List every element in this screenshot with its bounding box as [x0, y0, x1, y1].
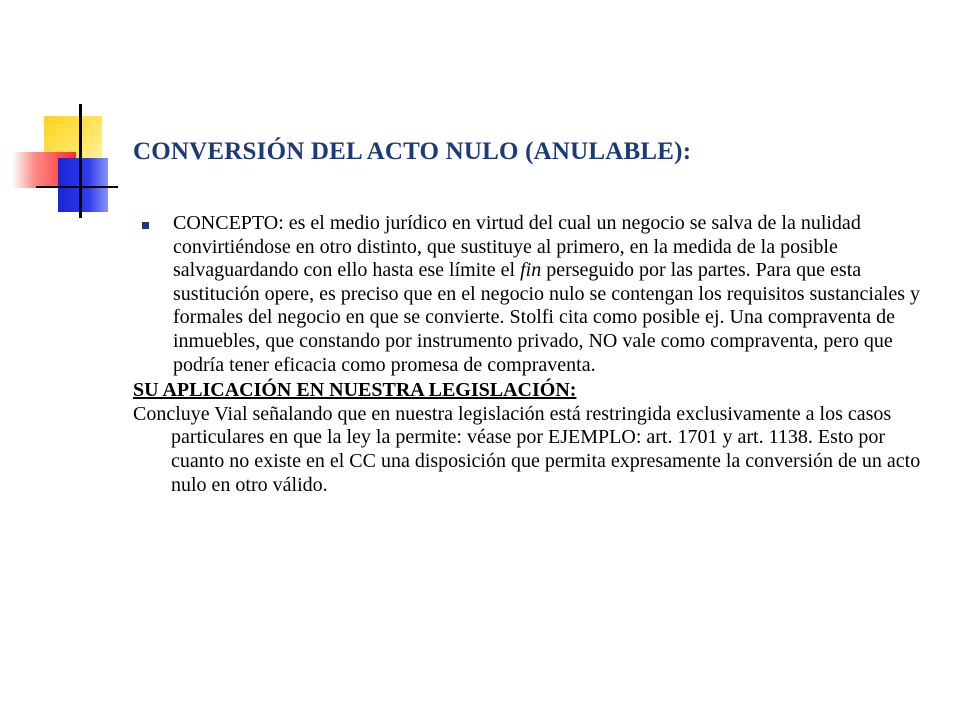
logo-red-square [12, 152, 76, 188]
slide-title: CONVERSIÓN DEL ACTO NULO (ANULABLE): [133, 138, 692, 165]
bullet-text-part-1: CONCEPTO: es el medio jurídico en virtud del cual un negocio se salva de la nulidad convirtiéndose en otro distinto, que sustituye al primero, en la medida de la posible salvaguardando con ello hasta ese límite el [173, 212, 861, 282]
body-paragraph: Concluye Vial señalando que en nuestra legislación está restringida exclusivamente a los casos particulares en que la ley la permite: véase por EJEMPLO: art. 1701 y art. 1138. Esto por cuanto no existe en el CC una disposición que permita expresamente la conversión de un acto nulo en otro válido. [133, 402, 921, 496]
logo-horizontal-line [36, 186, 118, 188]
square-bullet-icon [142, 222, 149, 229]
bullet-item-concepto [133, 212, 943, 377]
subheading: SU APLICACIÓN EN NUESTRA LEGISLACIÓN: [133, 379, 577, 402]
logo-blue-square [58, 158, 108, 212]
logo-yellow-square [44, 116, 102, 174]
slide-content [133, 212, 943, 497]
bullet-text-italic: fin [520, 259, 542, 282]
bullet-text-part-2: perseguido por las partes. Para que esta sustitución opere, es preciso que en el negocio nulo se contengan los requisitos sustanciales y formales del negocio en que se convierte. Stolfi cita como posible ej. Una compraventa de inmuebles, que constando por instrumento privado, NO vale como compraventa, pero que podría tener eficacia como promesa de compraventa. [173, 259, 921, 376]
bullet-text [173, 212, 943, 377]
logo-vertical-line [79, 104, 82, 218]
